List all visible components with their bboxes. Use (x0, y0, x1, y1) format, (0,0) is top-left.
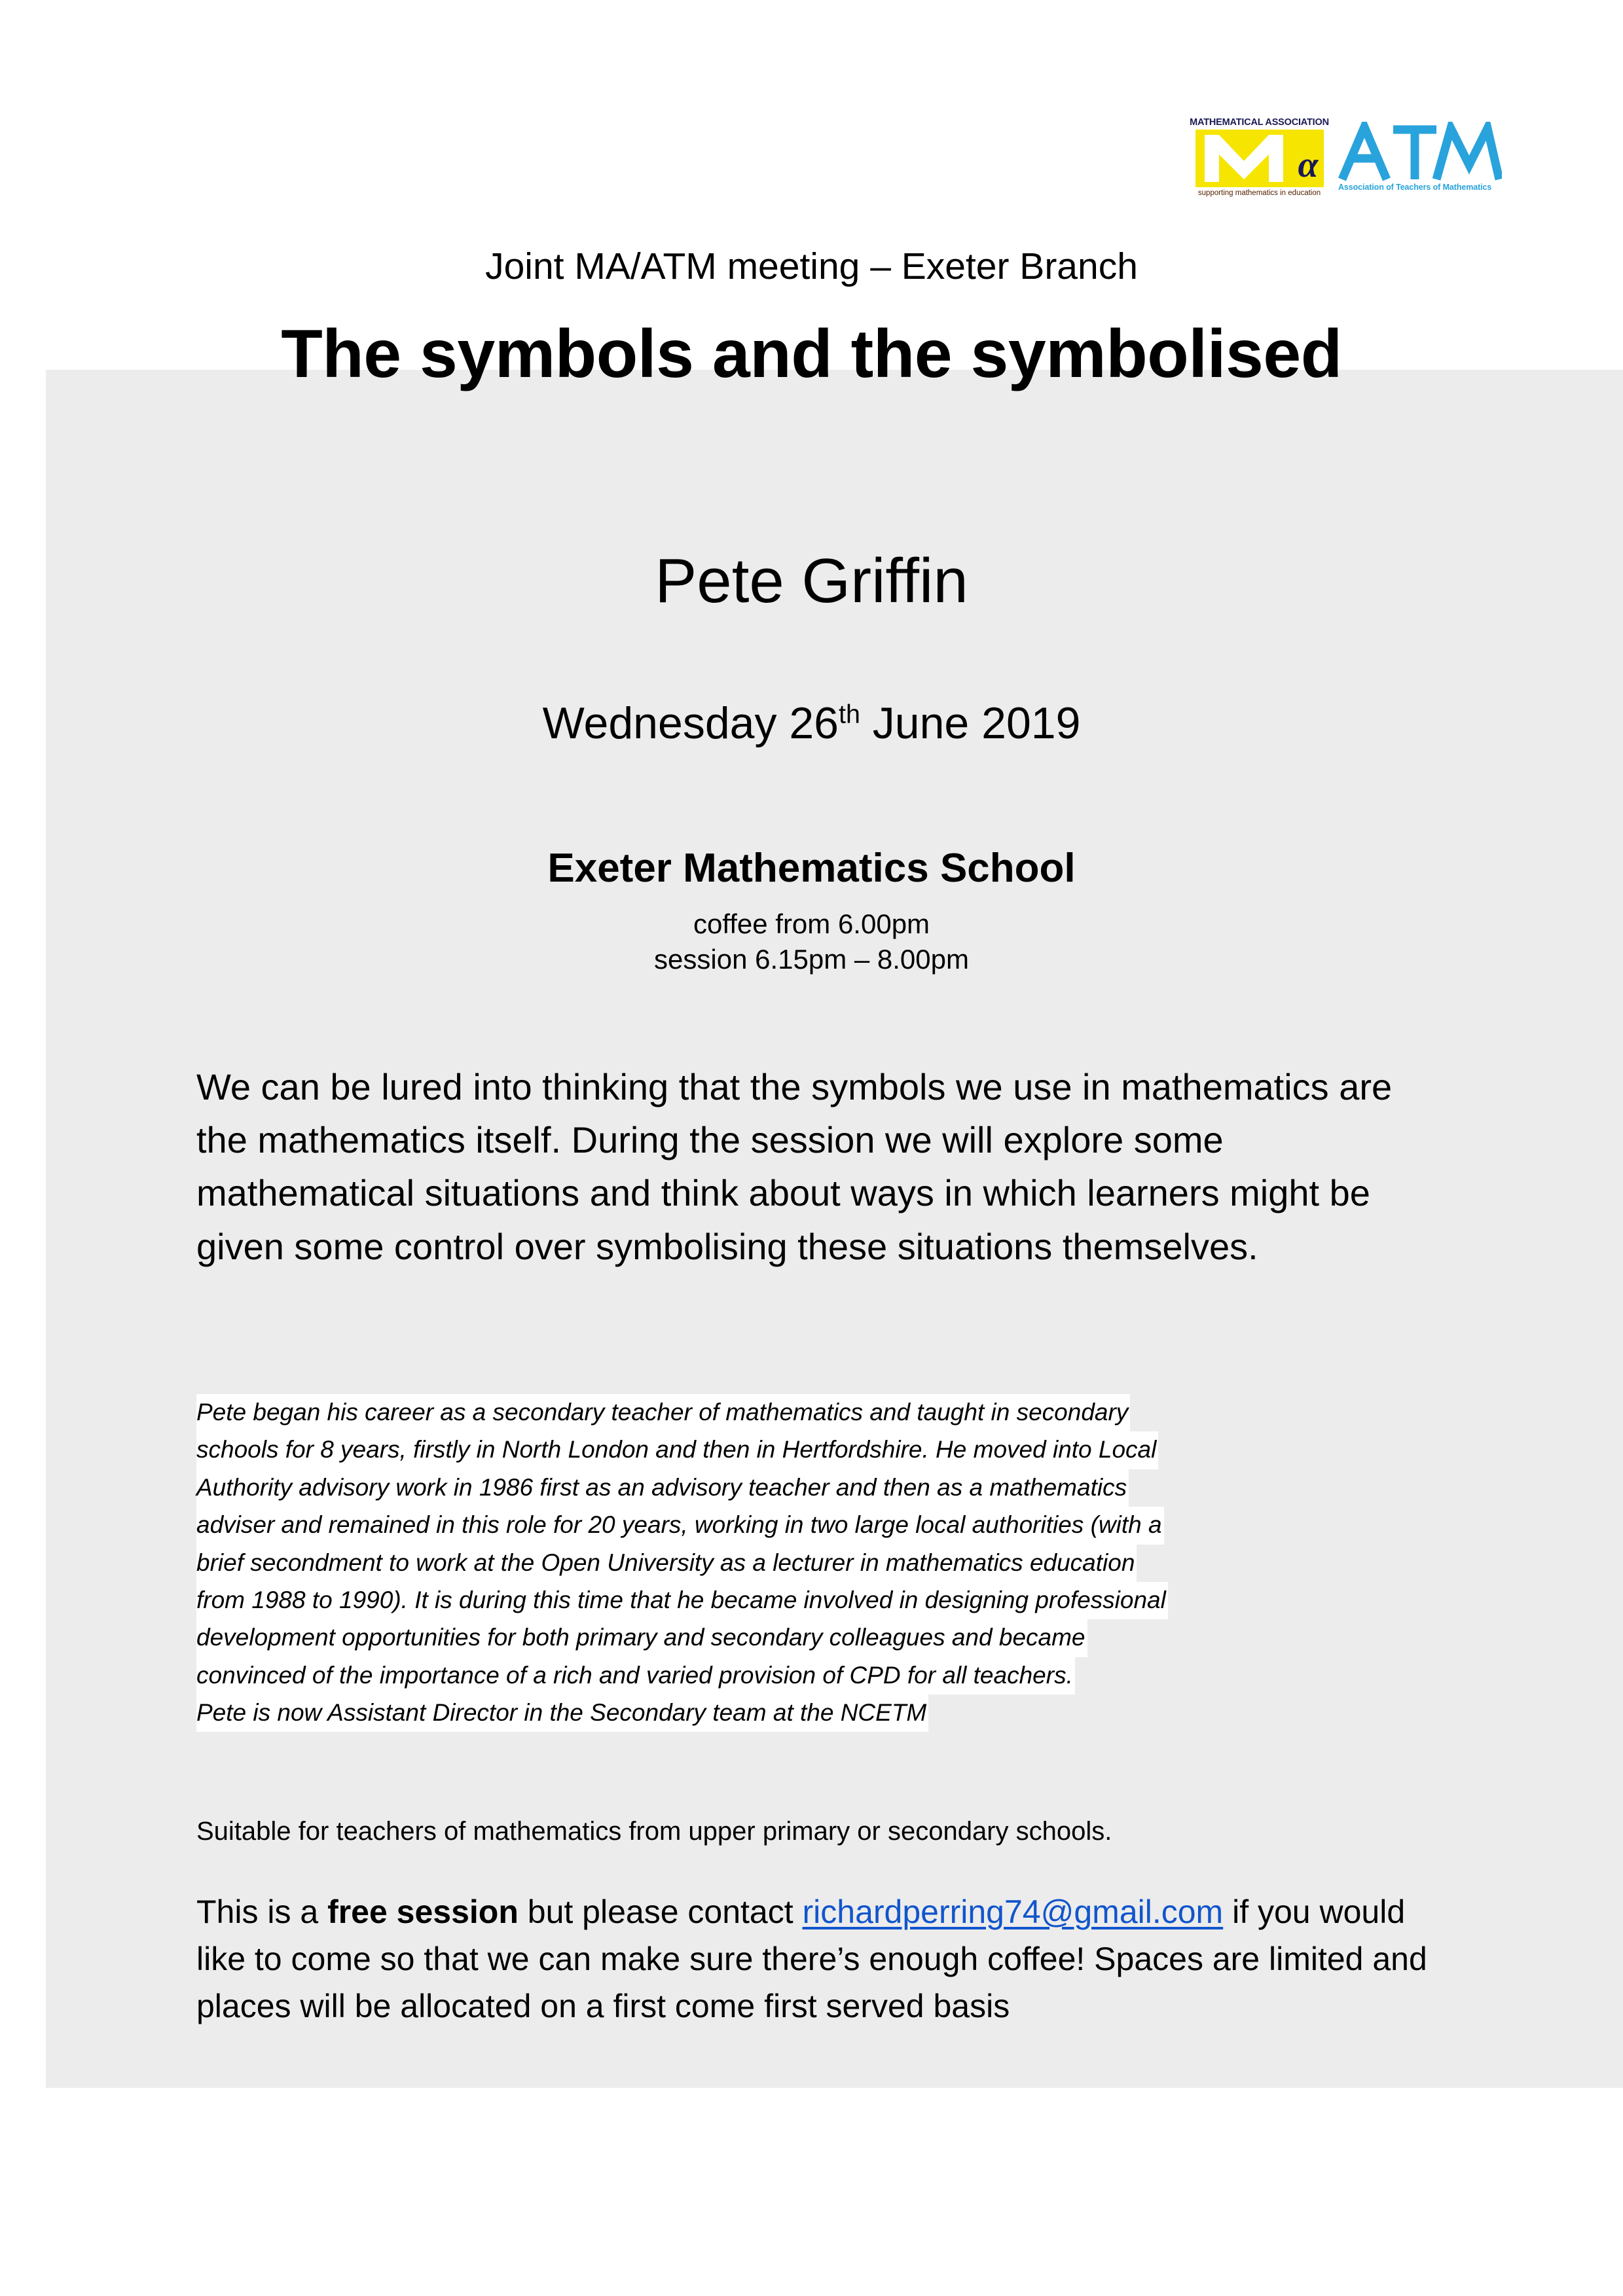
bio-line: from 1988 to 1990). It is during this time that he became involved in designing professional (196, 1582, 1168, 1619)
event-date-prefix: Wednesday 26 (542, 698, 839, 748)
contact-email-link[interactable]: richardperring74@gmail.com (802, 1893, 1224, 1930)
booking-suffix: if you would like to come so that we can make sure there’s enough coffee! Spaces are limited and places will be allocated on a first come first served basis (196, 1893, 1427, 2024)
ma-logo-tagline: supporting mathematics in education (1197, 188, 1321, 197)
bio-line: adviser and remained in this role for 20 years, working in two large local authorities (with a (196, 1507, 1164, 1544)
booking-middle: but please contact (518, 1893, 803, 1930)
event-times (0, 906, 1623, 977)
bio-line: development opportunities for both primary and secondary colleagues and became (196, 1619, 1087, 1657)
coffee-time: coffee from 6.00pm (693, 908, 930, 939)
event-date (0, 697, 1623, 751)
ma-logo-title: MATHEMATICAL ASSOCIATION (1190, 117, 1329, 128)
session-description-text: We can be lured into thinking that the symbols we use in mathematics are the mathematics itself. During the session we will explore some mathematical situations and think about ways in which learners might be given some control over symbolising these situations themselves. (196, 1066, 1393, 1267)
audience-note: Suitable for teachers of mathematics from upper primary or secondary schools. (196, 1817, 1112, 1846)
bio-line: Pete is now Assistant Director in the Secondary team at the NCETM (196, 1695, 928, 1732)
mathematical-association-logo (1190, 117, 1329, 198)
speaker-biography (196, 1394, 1427, 1732)
bio-line: Authority advisory work in 1986 first as an advisory teacher and then as a mathematics (196, 1469, 1129, 1507)
presenter-name: Pete Griffin (655, 546, 968, 616)
ma-logo-mark (1195, 130, 1324, 187)
session-time: session 6.15pm – 8.00pm (654, 943, 969, 975)
ma-logo-m-glyph (1205, 135, 1283, 182)
session-description (196, 1060, 1414, 1273)
logo-row (1192, 118, 1502, 198)
atm-logo (1338, 118, 1502, 192)
booking-note (196, 1888, 1427, 2030)
atm-logo-subtitle: Association of Teachers of Mathematics (1338, 183, 1492, 192)
meeting-kicker: Joint MA/ATM meeting – Exeter Branch (485, 245, 1138, 287)
bio-line: brief secondment to work at the Open University as a lecturer in mathematics education (196, 1545, 1137, 1582)
event-venue: Exeter Mathematics School (547, 846, 1076, 891)
bio-line: schools for 8 years, firstly in North London and then in Hertfordshire. He moved into Local (196, 1431, 1158, 1469)
event-date-suffix: June 2019 (860, 698, 1081, 748)
event-date-ordinal: th (839, 700, 860, 729)
bio-line: convinced of the importance of a rich and varied provision of CPD for all teachers. (196, 1657, 1075, 1695)
atm-logo-mark (1338, 122, 1502, 182)
ma-logo-alpha-glyph: α (1298, 144, 1319, 185)
page-title: The symbols and the symbolised (281, 316, 1342, 392)
booking-prefix: This is a (196, 1893, 328, 1930)
booking-emphasis: free session (327, 1893, 519, 1930)
bio-line: Pete began his career as a secondary teacher of mathematics and taught in secondary (196, 1394, 1130, 1431)
